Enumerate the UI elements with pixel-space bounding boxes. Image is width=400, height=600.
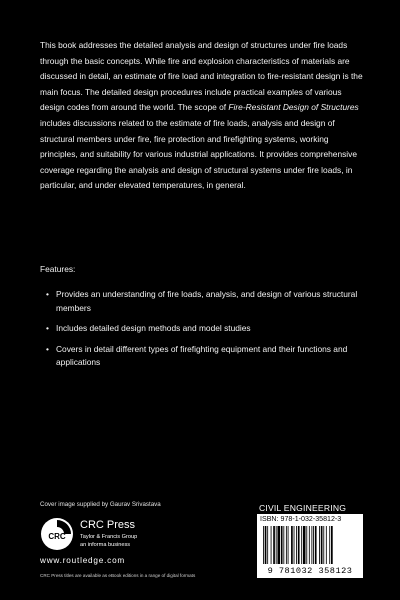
features-heading: Features: bbox=[40, 264, 76, 274]
barcode-bar bbox=[283, 526, 284, 564]
feature-item bbox=[46, 288, 366, 315]
barcode-bar bbox=[309, 526, 310, 564]
feature-item bbox=[46, 322, 366, 336]
barcode-bar bbox=[313, 526, 314, 564]
publisher-website: www.routledge.com bbox=[40, 556, 126, 565]
book-description bbox=[40, 38, 366, 194]
barcode-bar bbox=[321, 526, 323, 564]
barcode-bar bbox=[331, 526, 333, 564]
features-list bbox=[46, 288, 366, 377]
feature-text: Covers in detail different types of firefighting equipment and their functions and applications bbox=[56, 343, 348, 368]
barcode-bar bbox=[273, 526, 275, 564]
barcode-bar bbox=[311, 526, 312, 564]
book-title-italic: Fire-Resistant Design of Structures bbox=[228, 102, 359, 113]
crc-logo-text: CRC bbox=[48, 532, 66, 541]
barcode-bar bbox=[298, 526, 300, 564]
barcode-bar bbox=[288, 526, 289, 564]
feature-text: Provides an understanding of fire loads, analysis, and design of various structural members bbox=[56, 289, 358, 313]
barcode-bar bbox=[323, 526, 324, 564]
publisher-business: an informa business bbox=[80, 542, 131, 548]
feature-text: Includes detailed design methods and model studies bbox=[56, 323, 251, 334]
barcode-bar bbox=[263, 526, 264, 564]
barcode-bar bbox=[326, 526, 327, 564]
barcode-bar bbox=[265, 526, 267, 564]
barcode-icon bbox=[261, 526, 359, 566]
barcode-bar bbox=[306, 526, 307, 564]
barcode-bar bbox=[291, 526, 293, 564]
barcode-bar bbox=[271, 526, 272, 564]
publisher-tagline: Taylor & Francis Group bbox=[80, 534, 138, 540]
barcode-bar bbox=[277, 526, 280, 564]
barcode-bar bbox=[281, 526, 283, 564]
barcode-bar bbox=[296, 526, 297, 564]
bullet-icon: • bbox=[46, 289, 49, 299]
barcode-bar bbox=[267, 526, 268, 564]
barcode-bar bbox=[276, 526, 277, 564]
publisher-name: CRC Press bbox=[80, 519, 136, 531]
bullet-icon: • bbox=[46, 343, 49, 354]
ebook-availability-note: CRC Press titles are available as eBook editions in a range of digital formats bbox=[40, 573, 196, 578]
subject-category: CIVIL ENGINEERING bbox=[259, 503, 347, 513]
description-text-1: This book addresses the detailed analysis and design of structures under fire loads through the basic concepts. While fire and explosion characteristics of materials are discussed in detail, an estimate of fire load and integration to fire-resistant design is the main focus. The detailed design procedures include practical examples of various design codes from around the world. The scope of bbox=[40, 40, 363, 113]
feature-item bbox=[46, 343, 366, 370]
barcode-bar bbox=[329, 526, 330, 564]
bullet-icon: • bbox=[46, 323, 49, 334]
crc-press-logo-icon bbox=[40, 517, 74, 551]
cover-image-credit: Cover image supplied by Gaurav Srivastava bbox=[40, 501, 161, 508]
barcode-bar bbox=[303, 526, 306, 564]
description-text-2: includes discussions related to the estimate of fire loads, analysis and design of structural members under fire, fire protection and firefighting systems, working principles, and suitability for various industrial applications. It provides comprehensive coverage regarding the analysis and design of structural systems under fire loads, in particular, and under elevated temperatures, in general. bbox=[40, 117, 358, 191]
barcode-digits: 9 781032 358123 bbox=[267, 566, 353, 576]
barcode-bar bbox=[319, 526, 320, 564]
isbn-barcode bbox=[257, 514, 363, 578]
barcode-bar bbox=[301, 526, 302, 564]
barcode-bar bbox=[294, 526, 295, 564]
barcode-bar bbox=[315, 526, 317, 564]
barcode-bar bbox=[286, 526, 287, 564]
isbn-number: ISBN: 978-1-032-35812-3 bbox=[260, 515, 342, 523]
